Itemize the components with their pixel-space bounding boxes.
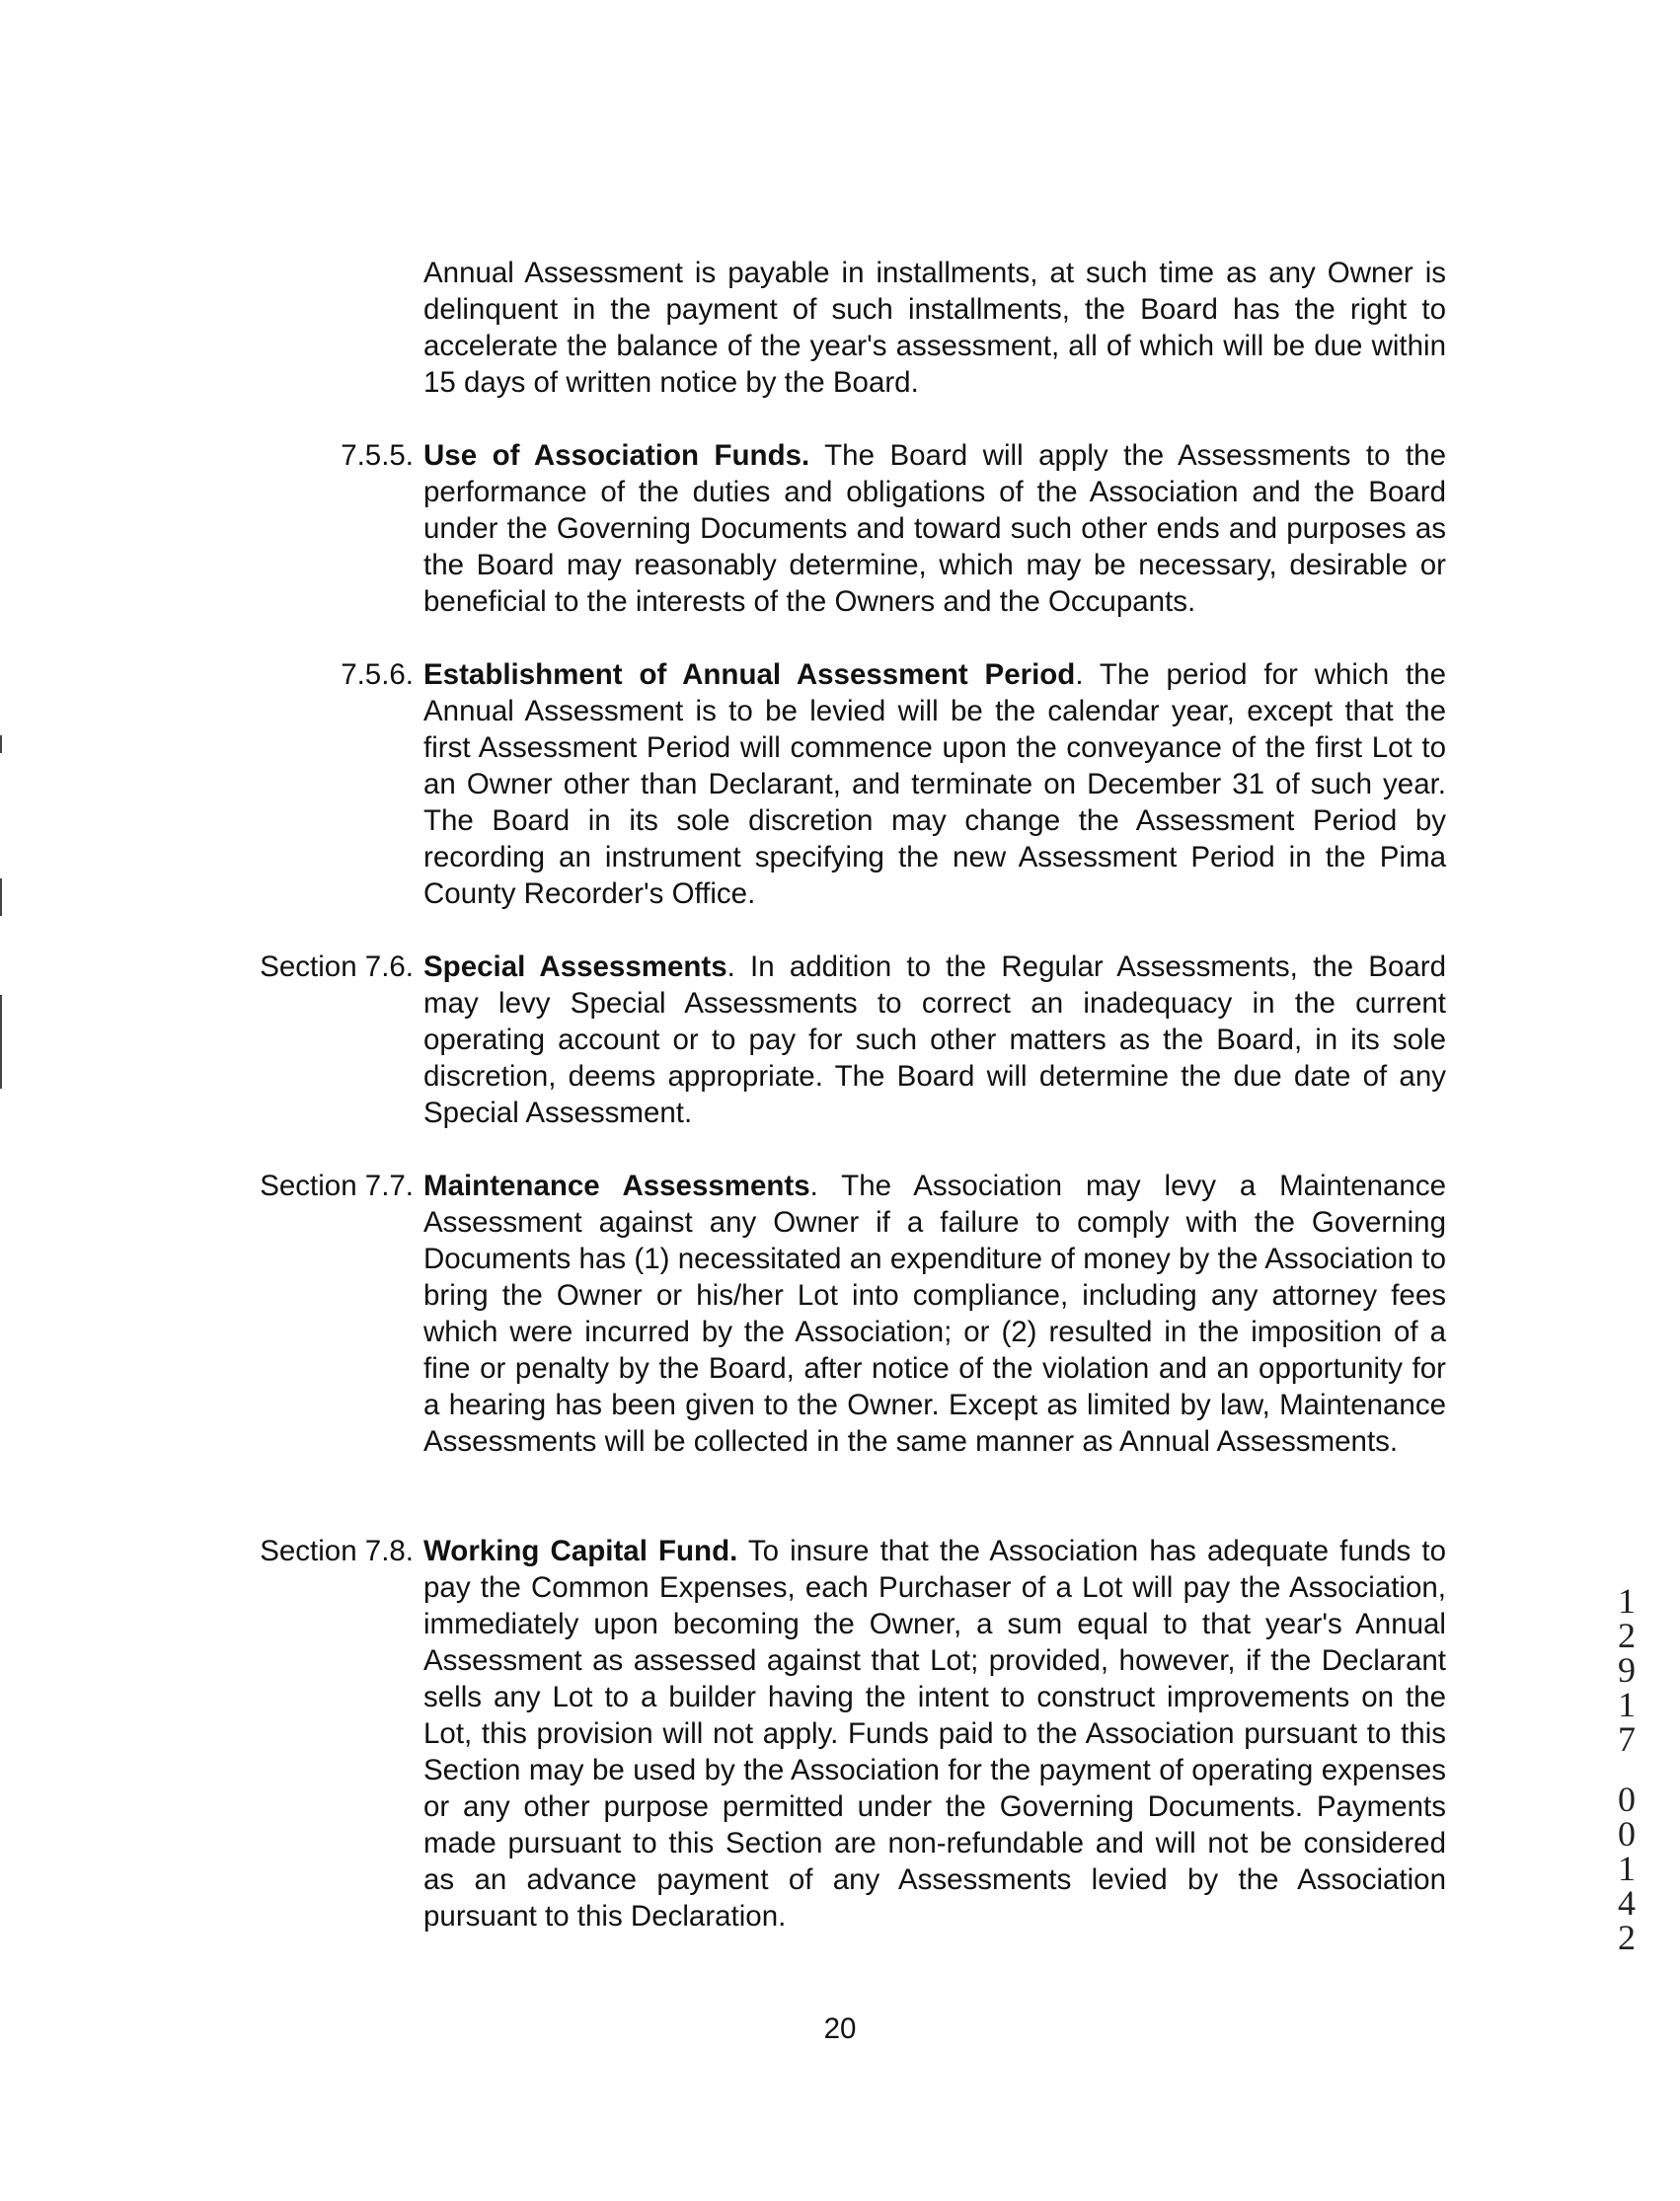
section-body: . In addition to the Regular Assessments, the Board may levy Special Assessments to correct an inadequacy in the current operating account or to pay for such other matters as the Board, in its sole discretion, deems appropriate. The Board will determine the due date of any Special Assessment.	[423, 950, 1446, 1129]
stamp-digit: 1	[1618, 1581, 1636, 1621]
scan-edge-mark	[0, 995, 2, 1089]
item-title: Establishment of Annual Assessment Period	[423, 658, 1076, 691]
item-body: The Board will apply the Assessments to the performance of the duties and obligations of the Association and the Board under the Governing Documents and toward such other ends and purposes as the Board may reasonably determine, which may be necessary, desirable or beneficial to the interests of the Owners and the Occupants.	[423, 439, 1446, 618]
continuation-text: Annual Assessment is payable in installments, at such time as any Owner is delinquent in the payment of such installments, the Board has the right to accelerate the balance of the year's assessment, all of which will be due within 15 days of written notice by the Board.	[423, 257, 1446, 399]
item-label: 7.5.5.	[341, 439, 414, 472]
stamp-digit: 9	[1618, 1650, 1636, 1690]
stamp-digit: 2	[1618, 1918, 1636, 1957]
stamp-digit: 0	[1618, 1780, 1636, 1819]
continuation-paragraph	[423, 255, 1446, 401]
scan-edge-mark	[0, 878, 2, 916]
section-title: Working Capital Fund.	[423, 1535, 738, 1567]
page-number: 20	[823, 2012, 857, 2045]
item-body: . The period for which the Annual Assessment is to be levied will be the calendar year, except that the first Assessment Period will commence upon the conveyance of the first Lot to an Owner other than Declarant, and terminate on December 31 of such year. The Board in its sole discretion may change the Assessment Period by recording an instrument specifying the new Assessment Period in the Pima County Recorder's Office.	[423, 658, 1446, 910]
section-title: Maintenance Assessments	[423, 1170, 810, 1202]
section-body: . The Association may levy a Maintenance Assessment against any Owner if a failure to comply with the Governing Documents has (1) necessitated an expenditure of money by the Association to bring the Owner or his/her Lot into compliance, including any attorney fees which were incurred by the Association; or (2) resulted in the imposition of a fine or penalty by the Board, after notice of the violation and an opportunity for a hearing has been given to the Owner. Except as limited by law, Maintenance Assessments will be collected in the same manner as Annual Assessments.	[423, 1170, 1446, 1458]
section-7-7	[260, 1168, 1446, 1460]
item-text	[423, 437, 1446, 620]
section-7-8	[260, 1533, 1446, 1935]
section-body: To insure that the Association has adequate funds to pay the Common Expenses, each Purchaser of a Lot will pay the Association, immediately upon becoming the Owner, a sum equal to that year's Annual Assessment as assessed against that Lot; provided, however, if the Declarant sells any Lot to a builder having the intent to construct improvements on the Lot, this provision will not apply. Funds paid to the Association pursuant to this Section may be used by the Association for the payment of operating expenses or any other purpose permitted under the Governing Documents. Payments made pursuant to this Section are non-refundable and will not be considered as an advance payment of any Assessments levied by the Association pursuant to this Declaration.	[423, 1535, 1446, 1933]
item-title: Use of Association Funds.	[423, 439, 810, 472]
stamp-digit: 1	[1618, 1849, 1636, 1888]
section-title: Special Assessments	[423, 950, 727, 983]
section-text	[423, 1533, 1446, 1935]
section-7-6	[260, 949, 1446, 1131]
section-label: Section 7.7.	[260, 1170, 414, 1202]
item-7-5-6	[341, 656, 1446, 912]
section-label: Section 7.8.	[260, 1535, 414, 1567]
section-text	[423, 949, 1446, 1131]
scan-edge-mark	[0, 735, 2, 753]
stamp-digit: 0	[1618, 1814, 1636, 1854]
section-label: Section 7.6.	[260, 950, 414, 983]
stamp-digit: 4	[1618, 1883, 1636, 1923]
item-label: 7.5.6.	[341, 658, 414, 691]
stamp-digit: 7	[1618, 1719, 1636, 1759]
stamp-digit: 1	[1618, 1685, 1636, 1724]
item-text	[423, 656, 1446, 912]
recording-stamp	[1612, 1581, 1642, 1957]
section-text	[423, 1168, 1446, 1460]
stamp-digit: 2	[1618, 1616, 1636, 1655]
item-7-5-5	[341, 437, 1446, 620]
